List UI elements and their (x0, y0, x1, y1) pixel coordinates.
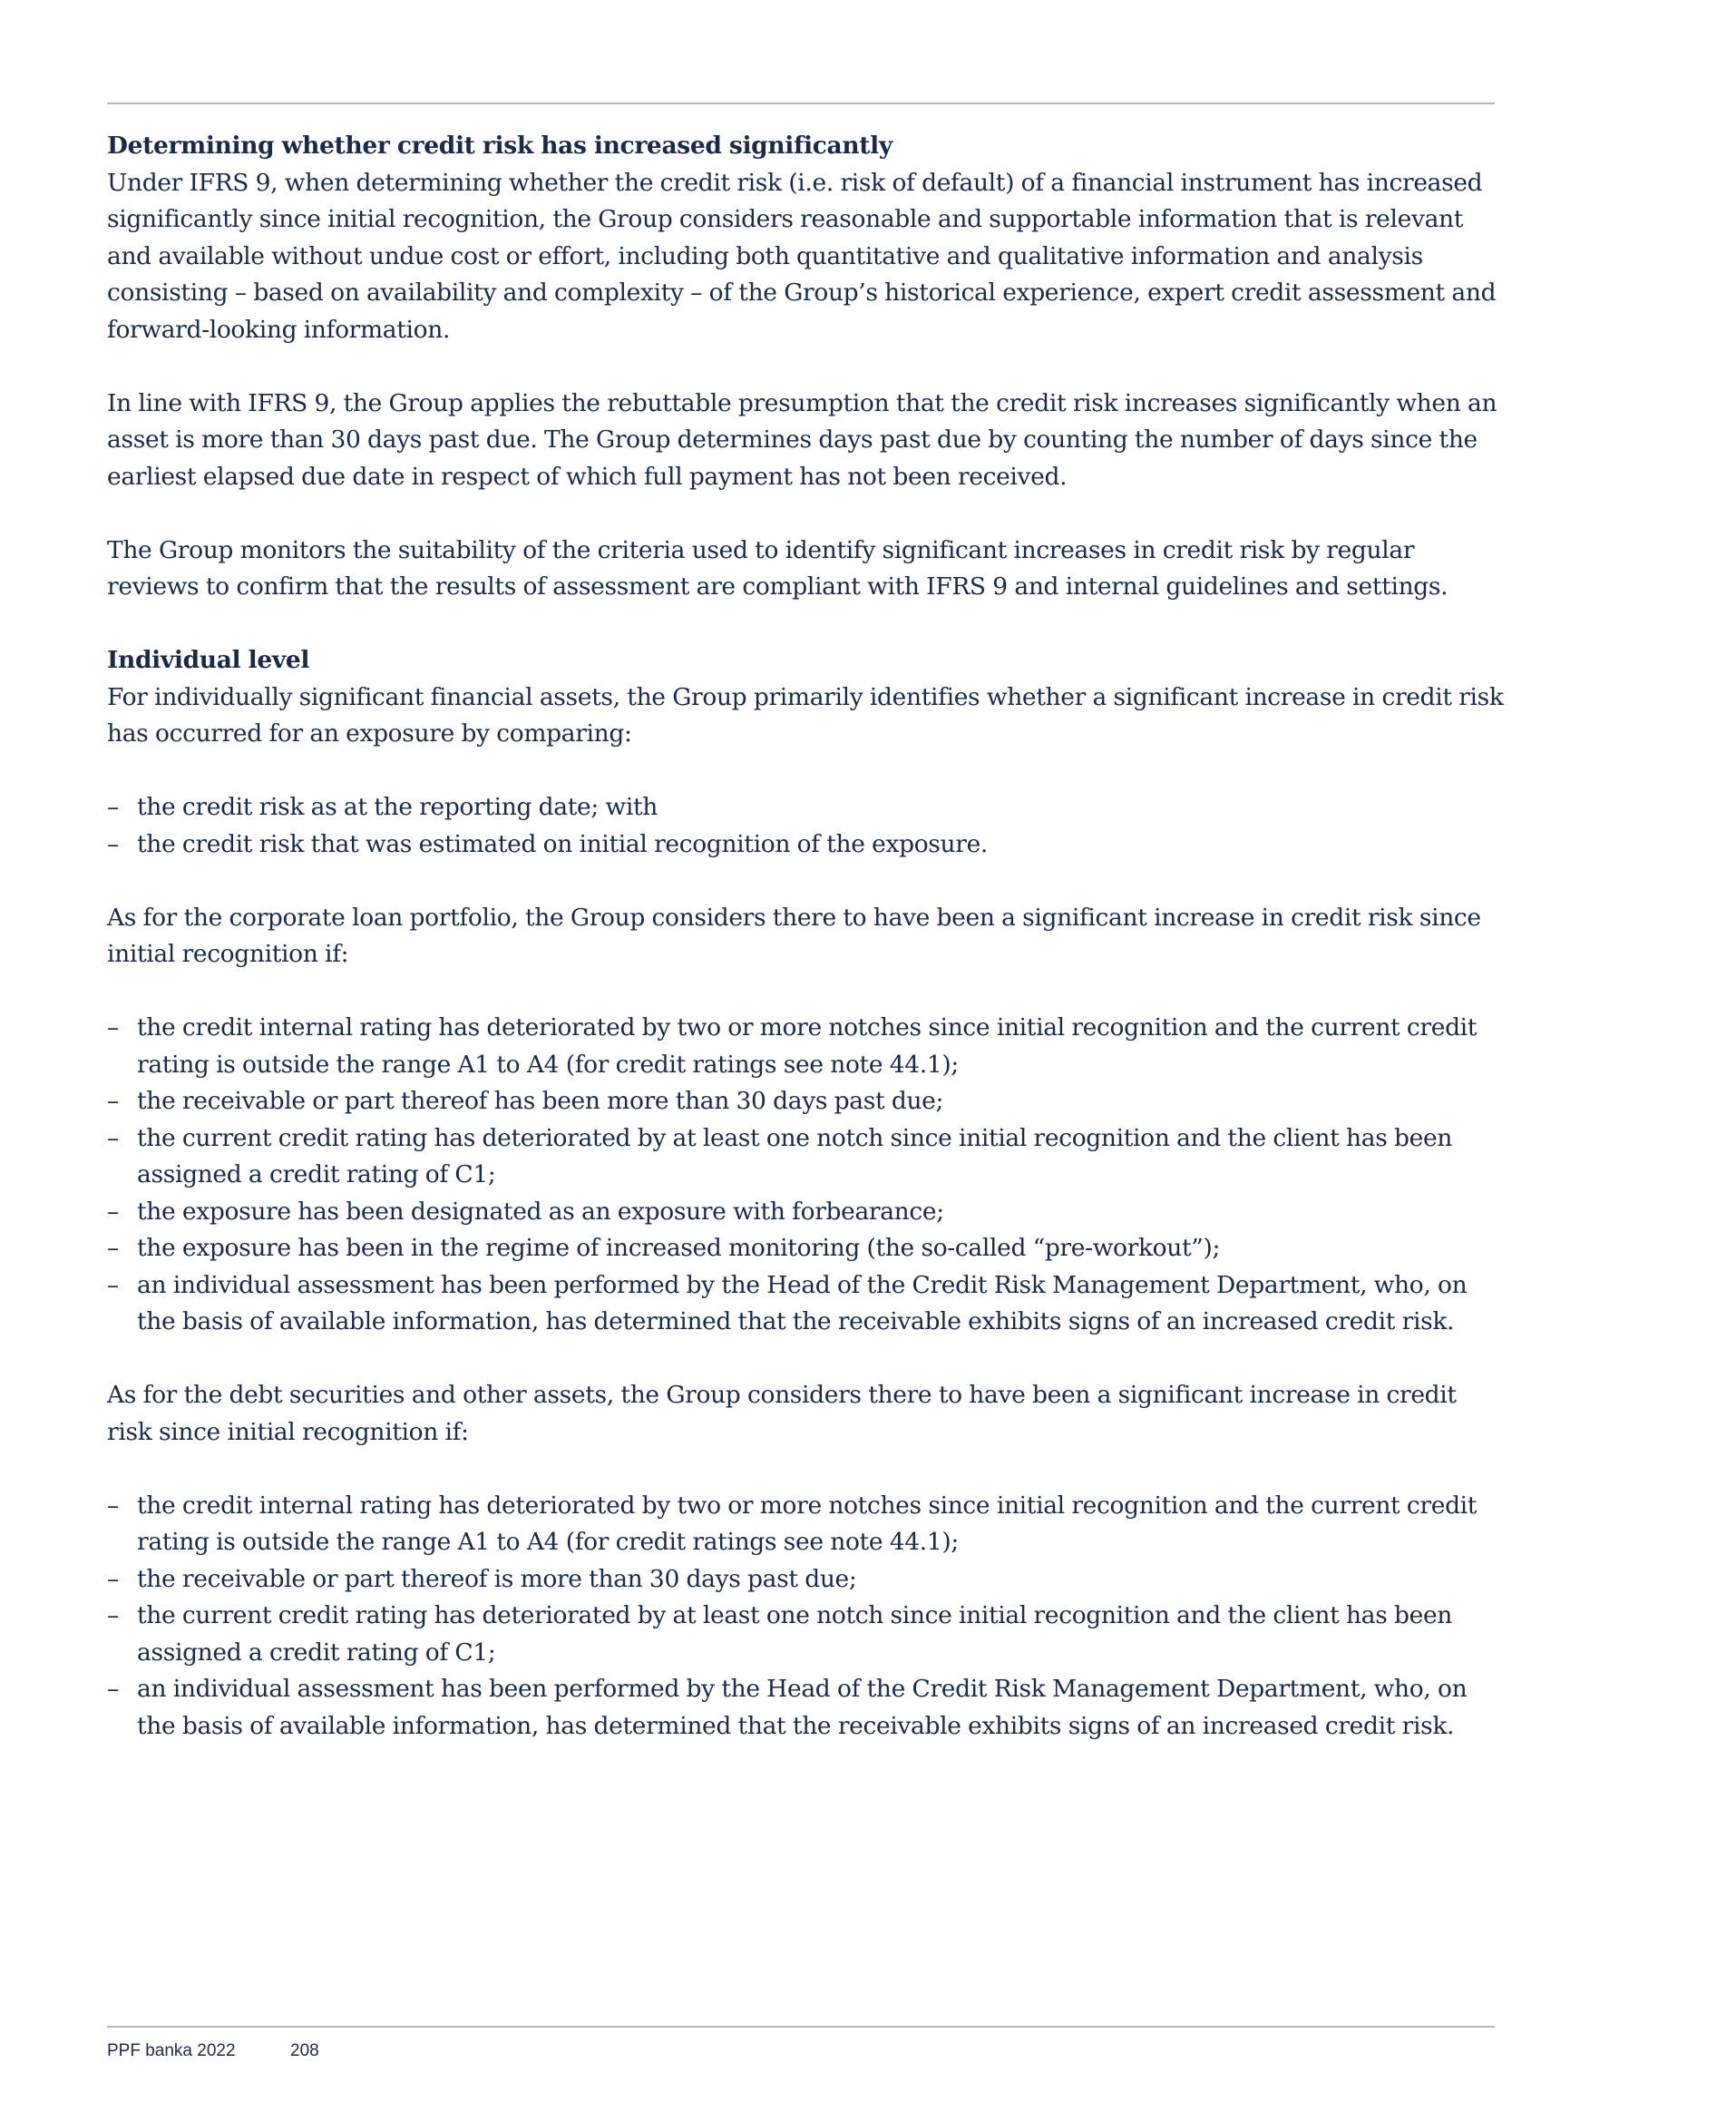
dash-bullet: – (107, 1197, 119, 1226)
dash-bullet: – (107, 1087, 119, 1115)
dash-bullet: – (107, 1013, 119, 1041)
paragraph-ifrs9-assessment: Under IFRS 9, when determining whether the credit risk (i.e. risk of default) of a financial instrument has increased significantly since initial recognition, the Group considers reasonable and supportable information that is relevant and available without undue cost or effort, including both quantitative and qualitative information and analysis consisting – based on availability and complexity – of the Group’s historical experience, expert credit assessment and forward-looking information. (107, 168, 1497, 344)
bottom-divider (107, 2026, 1495, 2028)
dash-bullet: – (107, 793, 119, 821)
list-item: – the credit risk as at the reporting date; with (107, 789, 1504, 826)
dash-bullet: – (107, 1675, 119, 1703)
list-item: – the current credit rating has deteriorated by at least one notch since initial recognition and the client has been assigned a credit rating of C1; (107, 1598, 1504, 1671)
list-item: – the credit internal rating has deteriorated by two or more notches since initial recognition and the current credit rating is outside the range A1 to A4 (for credit ratings see note 44.1); (107, 1488, 1504, 1561)
paragraph-monitoring-criteria: The Group monitors the suitability of the criteria used to identify significant increases in credit risk by regular reviews to confirm that the results of assessment are compliant with IFRS 9 and internal guidelines and settings. (107, 535, 1448, 601)
section-heading-individual-level: Individual level (107, 646, 310, 674)
dash-bullet: – (107, 1123, 119, 1152)
list-item: – the current credit rating has deteriorated by at least one notch since initial recognition and the client has been assigned a credit rating of C1; (107, 1120, 1504, 1194)
list-item: – an individual assessment has been performed by the Head of the Credit Risk Management Department, who, on the basis of available information, has determined that the receivable exhibits signs of an increased credit risk. (107, 1671, 1504, 1745)
page-footer (107, 2040, 319, 2062)
footer-page-number: 208 (290, 2041, 319, 2060)
dash-bullet: – (107, 1491, 119, 1520)
document-body (107, 128, 1504, 1782)
debt-criteria-list (107, 1488, 1504, 1746)
paragraph-rebuttable-presumption: In line with IFRS 9, the Group applies the rebuttable presumption that the credit risk increases significantly when an asset is more than 30 days past due. The Group determines days past due by counting the number of days since the earliest elapsed due date in respect of which full payment has not been received. (107, 388, 1497, 491)
list-item: – the receivable or part thereof has been more than 30 days past due; (107, 1083, 1504, 1120)
list-item: – an individual assessment has been performed by the Head of the Credit Risk Management Department, who, on the basis of available information, has determined that the receivable exhibits signs of an increased credit risk. (107, 1267, 1504, 1341)
corporate-criteria-list (107, 1010, 1504, 1341)
list-item: – the credit risk that was estimated on initial recognition of the exposure. (107, 826, 1504, 864)
comparison-list (107, 789, 1504, 863)
dash-bullet: – (107, 829, 119, 858)
top-divider (107, 103, 1495, 104)
dash-bullet: – (107, 1234, 119, 1262)
list-item: – the exposure has been in the regime of increased monitoring (the so-called “pre-workout”); (107, 1230, 1504, 1267)
section-heading-significant-increase: Determining whether credit risk has increased significantly (107, 132, 892, 160)
dash-bullet: – (107, 1601, 119, 1629)
list-item: – the credit internal rating has deteriorated by two or more notches since initial recognition and the current credit rating is outside the range A1 to A4 (for credit ratings see note 44.1); (107, 1010, 1504, 1083)
paragraph-debt-intro: As for the debt securities and other assets, the Group considers there to have been a significant increase in credit risk since initial recognition if: (107, 1381, 1457, 1446)
dash-bullet: – (107, 1564, 119, 1593)
paragraph-corporate-intro: As for the corporate loan portfolio, the Group considers there to have been a significant increase in credit risk since initial recognition if: (107, 903, 1481, 968)
list-item: – the exposure has been designated as an exposure with forbearance; (107, 1194, 1504, 1231)
paragraph-individual-intro: For individually significant financial assets, the Group primarily identifies whether a significant increase in credit risk has occurred for an exposure by comparing: (107, 682, 1504, 748)
list-item: – the receivable or part thereof is more than 30 days past due; (107, 1561, 1504, 1599)
dash-bullet: – (107, 1270, 119, 1299)
footer-document-name: PPF banka 2022 (107, 2041, 236, 2060)
